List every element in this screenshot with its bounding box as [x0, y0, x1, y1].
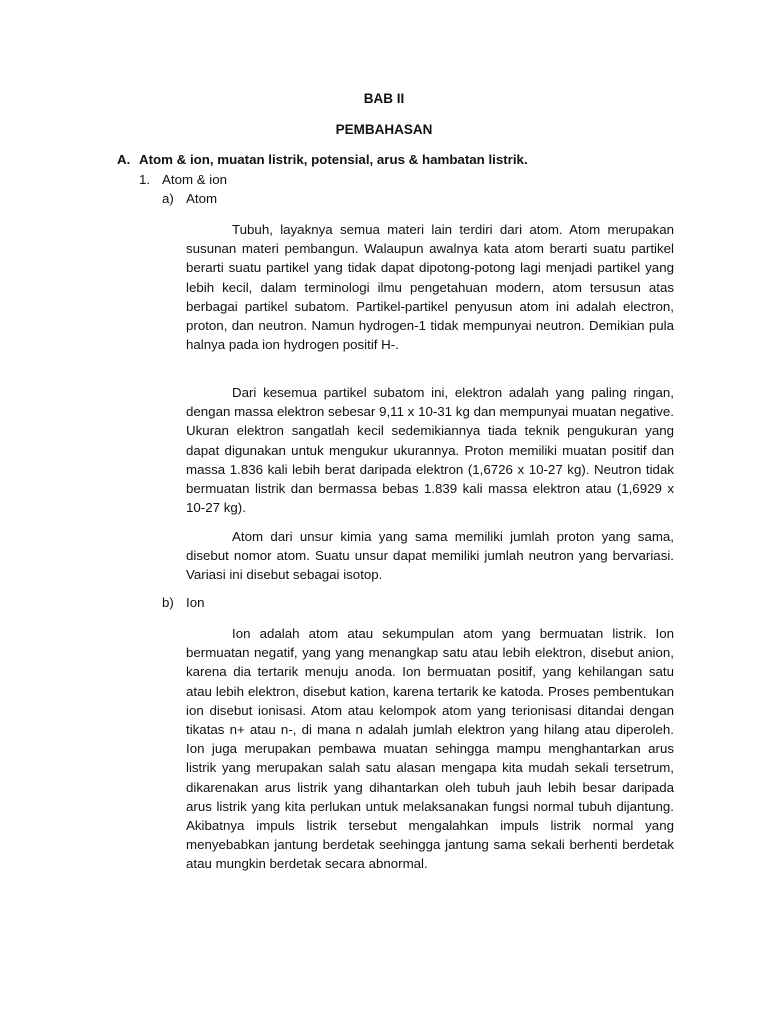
heading-1-text: Atom & ion — [162, 172, 228, 187]
subheading-atom-text: Atom — [186, 191, 218, 206]
heading-a-text: Atom & ion, muatan listrik, potensial, arus & hambatan listrik. — [139, 152, 528, 167]
subheading-atom-marker: a) — [162, 191, 174, 206]
paragraph-text: Atom dari unsur kimia yang sama memiliki jumlah proton yang sama, disebut nomor atom. Suatu unsur dapat memiliki jumlah neutron yang bervariasi. Variasi ini disebut sebagai isotop. — [186, 529, 674, 583]
paragraph-text: Dari kesemua partikel subatom ini, elektron adalah yang paling ringan, dengan massa elektron sebesar 9,11 x 10-31 kg dan mempunyai muatan negative. Ukuran elektron sangatlah kecil sedemikiannya tiada teknik pengukuran yang dapat digunakan untuk mengukur ukurannya. Proton memiliki muatan positif dan massa 1.836 kali lebih berat daripada elektron (1,6726 x 10-27 kg). Neutron tidak bermuatan listrik dan bermassa bebas 1.839 kali massa elektron atau (1,6929 x 10-27 kg). — [186, 385, 674, 516]
atom-paragraph-1 — [186, 220, 674, 354]
heading-a-marker: A. — [117, 152, 131, 167]
paragraph-text: Tubuh, layaknya semua materi lain terdiri dari atom. Atom merupakan susunan materi pembangun. Walaupun awalnya kata atom berarti suatu partikel berarti suatu partikel yang tidak dapat dipotong-potong lagi menjadi partikel yang lebih kecil, dalam terminologi ilmu pengetahuan modern, atom tersusun atas berbagai partikel subatom. Partikel-partikel penyusun atom ini adalah electron, proton, dan neutron. Namun hydrogen-1 tidak mempunyai neutron. Demikian pula halnya pada ion hydrogen positif H-. — [186, 222, 674, 353]
atom-paragraph-3 — [186, 527, 674, 585]
paragraph-text: Ion adalah atom atau sekumpulan atom yang bermuatan listrik. Ion bermuatan negatif, yang yang menangkap satu atau lebih elektron, disebut anion, karena dia tertarik menuju anoda. Ion bermuatan positif, yang kehilangan satu atau lebih elektron, disebut kation, karena tertarik ke katoda. Proses pembentukan ion disebut ionisasi. Atom atau kelompok atom yang terionisasi ditandai dengan tikatas n+ atau n-, di mana n adalah jumlah elektron yang hilang atau diperoleh. Ion juga merupakan pembawa muatan sehingga mampu menghantarkan arus listrik yang merupakan salah satu alasan mengapa kita mudah sekali tersetrum, dikarenakan arus listrik yang dihantarkan oleh tubuh jauh lebih besar daripada arus listrik yang kita perlukan untuk melaksanakan fungsi normal tubuh dijantung. Akibatnya impuls listrik tersebut mengalahkan impuls listrik normal yang menyebabkan jantung berdetak seehingga jantung sama sekali berhenti berdetak atau mungkin berdetak secara abnormal. — [186, 626, 674, 872]
ion-paragraph — [186, 624, 674, 874]
atom-paragraph-2 — [186, 383, 674, 517]
section-title: PEMBAHASAN — [335, 122, 433, 137]
subheading-ion-marker: b) — [162, 595, 174, 610]
chapter-title: BAB II — [363, 91, 405, 106]
heading-1-marker: 1. — [139, 172, 151, 187]
subheading-ion-text: Ion — [186, 595, 205, 610]
